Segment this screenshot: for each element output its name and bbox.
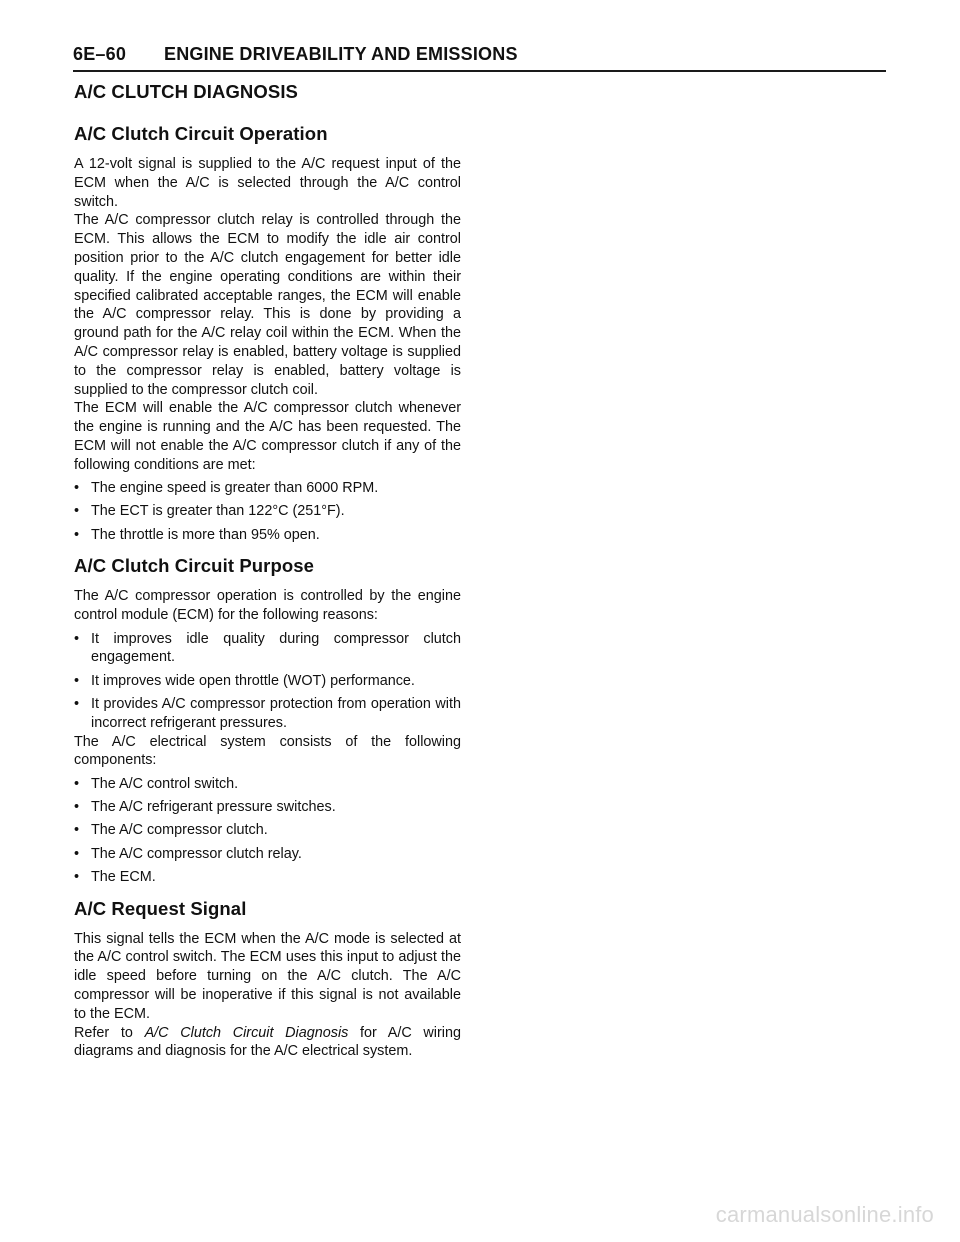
- content-column: [74, 81, 461, 1061]
- request-paragraph-2: [74, 1024, 461, 1062]
- list-item: • The A/C compressor clutch relay.: [74, 845, 461, 864]
- list-item: • The engine speed is greater than 6000 RPM.: [74, 479, 461, 498]
- operation-paragraph-1: A 12-volt signal is supplied to the A/C request input of the ECM when the A/C is selected through the A/C control switch.: [74, 156, 461, 210]
- request-paragraph-1: This signal tells the ECM when the A/C mode is selected at the A/C control switch. The ECM uses this input to adjust the idle speed before turning on the A/C clutch. The A/C compressor will be inoperative if this signal is not available to the ECM.: [74, 930, 461, 1022]
- page-number: 6E–60: [73, 44, 127, 64]
- operation-heading: A/C Clutch Circuit Operation: [74, 123, 328, 144]
- section-title: ENGINE DRIVEABILITY AND EMISSIONS: [164, 44, 518, 64]
- refer-text-tail: for A/C wiring diagrams and diagnosis for the A/C electrical system.: [74, 1024, 461, 1060]
- list-item: • The A/C control switch.: [74, 775, 461, 794]
- request-heading: A/C Request Signal: [74, 897, 247, 919]
- list-item: • The ECT is greater than 122°C (251°F).: [74, 502, 461, 521]
- operation-paragraph-3: The ECM will enable the A/C compressor clutch whenever the engine is running and the A/C has been requested. The ECM will not enable the A/C compressor clutch if any of the following conditions are met:: [74, 400, 461, 473]
- list-item: • The ECM.: [74, 868, 461, 887]
- list-item: • It improves idle quality during compressor clutch engagement.: [74, 630, 461, 668]
- list-item: • The A/C refrigerant pressure switches.: [74, 798, 461, 817]
- operation-paragraph-2: The A/C compressor clutch relay is controlled through the ECM. This allows the ECM to modify the idle air control position prior to the A/C clutch engagement for better idle quality. If the engine operating conditions are within their specified calibrated acceptable ranges, the ECM will enable the A/C compressor relay. This is done by providing a ground path for the A/C relay coil within the ECM. When the A/C compressor relay is enabled, battery voltage is supplied to the compressor relay is enabled, battery voltage is supplied to the compressor clutch coil.: [74, 212, 461, 398]
- list-item: • The A/C compressor clutch.: [74, 821, 461, 840]
- purpose-reasons-list: [74, 630, 461, 733]
- list-item: • It provides A/C compressor protection from operation with incorrect refrigerant pressures.: [74, 695, 461, 733]
- list-item: • It improves wide open throttle (WOT) performance.: [74, 672, 461, 691]
- list-item: • The throttle is more than 95% open.: [74, 526, 461, 545]
- cross-reference-link[interactable]: A/C Clutch Circuit Diagnosis: [144, 1024, 349, 1041]
- refer-text: Refer to: [74, 1024, 145, 1041]
- operation-conditions-list: [74, 479, 461, 544]
- purpose-heading: A/C Clutch Circuit Purpose: [74, 555, 315, 577]
- purpose-paragraph-1: The A/C compressor operation is controlled by the engine control module (ECM) for the following reasons:: [74, 588, 461, 624]
- purpose-paragraph-2: The A/C electrical system consists of the following components:: [74, 733, 461, 769]
- document-title: A/C CLUTCH DIAGNOSIS: [74, 81, 298, 102]
- page-header: [73, 44, 886, 72]
- purpose-components-list: [74, 775, 461, 887]
- watermark: carmanualsonline.info: [715, 1202, 934, 1227]
